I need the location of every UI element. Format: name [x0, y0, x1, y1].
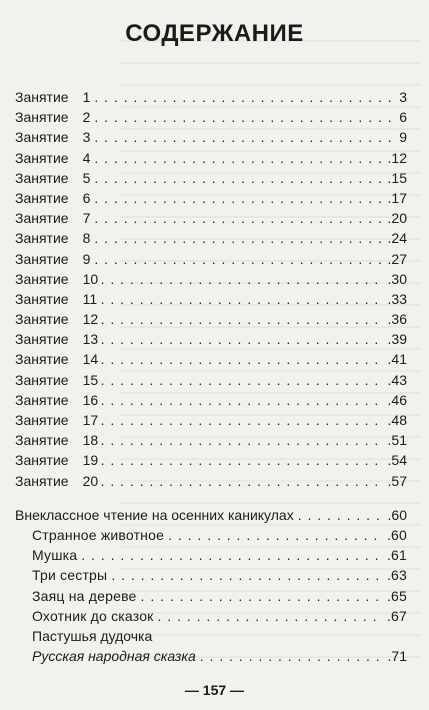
lesson-number: 19 — [82, 452, 99, 469]
toc-entry-page: .67 — [386, 607, 407, 624]
dot-leader — [94, 208, 383, 228]
toc-entry-lesson[interactable] — [15, 269, 407, 289]
toc-entry-label: Внеклассное чтение на осенних каникулах — [15, 506, 294, 523]
toc-entry-story[interactable] — [32, 525, 407, 545]
lesson-number: 9 — [82, 250, 91, 267]
dot-leader — [101, 471, 384, 491]
toc-entry-story[interactable] — [32, 565, 407, 585]
toc-entry-label: Занятие — [15, 270, 69, 287]
toc-entry-label: Охотник до сказок — [32, 607, 154, 624]
lesson-number: 6 — [82, 189, 91, 206]
toc-entry-subtitle: Русская народная сказка — [32, 648, 196, 665]
toc-entry-page: .15 — [387, 169, 407, 186]
toc-entry-label: Занятие — [15, 472, 69, 489]
lesson-number: 11 — [82, 290, 98, 307]
toc-entry-page: .61 — [386, 547, 407, 564]
lessons-list — [15, 87, 407, 491]
dot-leader — [94, 148, 383, 168]
dot-leader — [94, 127, 395, 147]
lesson-number: 2 — [82, 109, 91, 126]
dot-leader — [94, 249, 383, 269]
dot-leader — [81, 545, 383, 565]
lesson-number: 15 — [82, 371, 99, 388]
toc-entry-lesson[interactable] — [15, 188, 407, 208]
toc-entry-page: .12 — [387, 149, 407, 166]
toc-entry-label: Занятие — [15, 391, 69, 408]
toc-entry-label: Мушка — [32, 547, 78, 564]
toc-entry-page: .48 — [387, 412, 407, 428]
dot-leader — [168, 525, 383, 545]
toc-entry-label: Занятие — [15, 129, 69, 146]
toc-entry-lesson[interactable] — [15, 349, 407, 369]
dot-leader — [94, 107, 395, 127]
toc-entry-lesson[interactable] — [15, 329, 407, 349]
toc-entry-page: 9 — [399, 129, 407, 146]
dot-leader — [101, 289, 384, 309]
toc-entry-page: .41 — [387, 351, 407, 368]
toc-entry-lesson[interactable] — [15, 471, 407, 491]
dot-leader — [101, 450, 384, 470]
lesson-number: 20 — [82, 472, 99, 489]
toc-entry-lesson[interactable] — [15, 390, 407, 410]
stories-list — [15, 525, 407, 626]
dot-leader — [101, 329, 384, 349]
toc-entry-label: Занятие — [15, 290, 69, 307]
toc-entry-story[interactable] — [32, 606, 407, 626]
toc-entry-page: .54 — [387, 452, 407, 469]
toc-entry-lesson[interactable] — [15, 208, 407, 228]
dot-leader — [101, 269, 384, 289]
toc-entry-page: .27 — [387, 250, 407, 267]
lesson-number: 7 — [82, 210, 91, 227]
toc-entry-page: .36 — [387, 311, 407, 328]
lesson-number: 4 — [82, 149, 91, 166]
toc-entry-story[interactable] — [32, 586, 407, 606]
toc-entry-label: Три сестры — [32, 567, 108, 584]
dot-leader — [111, 565, 383, 585]
dot-leader — [94, 228, 383, 248]
toc-entry-lesson[interactable] — [15, 127, 407, 147]
dot-leader — [298, 505, 384, 525]
toc-entry-extra-reading[interactable] — [15, 505, 407, 525]
lesson-number: 8 — [82, 230, 91, 247]
table-of-contents — [15, 87, 407, 666]
toc-entry-page: .65 — [386, 587, 407, 604]
toc-entry-label: Занятие — [15, 109, 69, 126]
toc-entry-lesson[interactable] — [15, 309, 407, 329]
toc-entry-page: 6 — [399, 109, 407, 126]
dot-leader — [101, 410, 384, 430]
toc-entry-label: Занятие — [15, 210, 69, 227]
section-gap — [15, 491, 407, 505]
toc-entry-page: 3 — [399, 89, 407, 105]
lesson-number: 17 — [82, 412, 99, 428]
dot-leader — [101, 370, 384, 390]
lesson-number: 16 — [82, 391, 99, 408]
lesson-number: 5 — [82, 169, 91, 186]
toc-entry-label: Занятие — [15, 189, 69, 206]
toc-entry-page: .51 — [387, 432, 407, 449]
toc-entry-label: Занятие — [15, 452, 69, 469]
dot-leader — [141, 586, 383, 606]
toc-entry-label: Странное животное — [32, 526, 165, 543]
toc-entry-label: Занятие — [15, 311, 69, 328]
toc-entry-lesson[interactable] — [15, 289, 407, 309]
dot-leader — [101, 390, 384, 410]
toc-entry-story[interactable] — [32, 545, 407, 565]
lesson-number: 18 — [82, 432, 99, 449]
toc-entry-label: Занятие — [15, 149, 69, 166]
lesson-number: 13 — [82, 331, 99, 348]
toc-entry-lesson[interactable] — [15, 168, 407, 188]
dot-leader — [101, 430, 384, 450]
dot-leader — [101, 309, 384, 329]
toc-entry-label: Занятие — [15, 89, 69, 105]
toc-entry-lesson[interactable] — [15, 249, 407, 269]
toc-entry-label: Занятие — [15, 412, 69, 428]
toc-entry-lesson[interactable] — [15, 370, 407, 390]
toc-entry-label: Занятие — [15, 351, 69, 368]
toc-entry-label: Заяц на дереве — [32, 587, 137, 604]
toc-entry-page: .33 — [387, 290, 407, 307]
dot-leader — [94, 168, 383, 188]
toc-entry-page: .30 — [387, 270, 407, 287]
toc-entry-page: .71 — [387, 648, 407, 665]
toc-entry-label: Занятие — [15, 230, 69, 247]
lesson-number: 12 — [82, 311, 99, 328]
toc-entry-page: .57 — [387, 472, 407, 489]
page-number: — 157 — — [184, 682, 245, 698]
toc-entry-lesson[interactable] — [15, 148, 407, 168]
dot-leader — [200, 646, 384, 666]
toc-entry-lesson[interactable] — [15, 87, 407, 107]
toc-entry-page: .39 — [387, 331, 407, 348]
toc-entry-page: .46 — [387, 391, 407, 408]
toc-entry-page: .17 — [387, 189, 407, 206]
toc-entry-last-story[interactable] — [15, 626, 407, 666]
toc-entry-lesson[interactable] — [15, 430, 407, 450]
toc-entry-label: Пастушья дудочка — [32, 627, 153, 644]
toc-entry-page: .60 — [386, 526, 407, 543]
toc-entry-label: Занятие — [15, 169, 69, 186]
page-title: СОДЕРЖАНИЕ — [125, 20, 304, 47]
toc-entry-lesson[interactable] — [15, 228, 407, 248]
toc-entry-lesson[interactable] — [15, 450, 407, 470]
toc-entry-label: Занятие — [15, 371, 69, 388]
toc-entry-label: Занятие — [15, 250, 69, 267]
dot-leader — [94, 87, 395, 107]
lesson-number: 3 — [82, 129, 91, 146]
toc-entry-lesson[interactable] — [15, 107, 407, 127]
toc-entry-page: .63 — [386, 567, 407, 584]
toc-entry-label: Занятие — [15, 331, 69, 348]
lesson-number: 14 — [82, 351, 99, 368]
toc-entry-page: .24 — [387, 230, 407, 247]
dot-leader — [101, 349, 384, 369]
toc-entry-page: .60 — [387, 506, 407, 523]
lesson-number: 1 — [82, 89, 91, 105]
toc-entry-label: Занятие — [15, 432, 69, 449]
toc-entry-page: .43 — [387, 371, 407, 388]
dot-leader — [158, 606, 383, 626]
dot-leader — [94, 188, 383, 208]
lesson-number: 10 — [82, 270, 99, 287]
toc-entry-page: .20 — [387, 210, 407, 227]
toc-entry-lesson[interactable] — [15, 410, 407, 430]
